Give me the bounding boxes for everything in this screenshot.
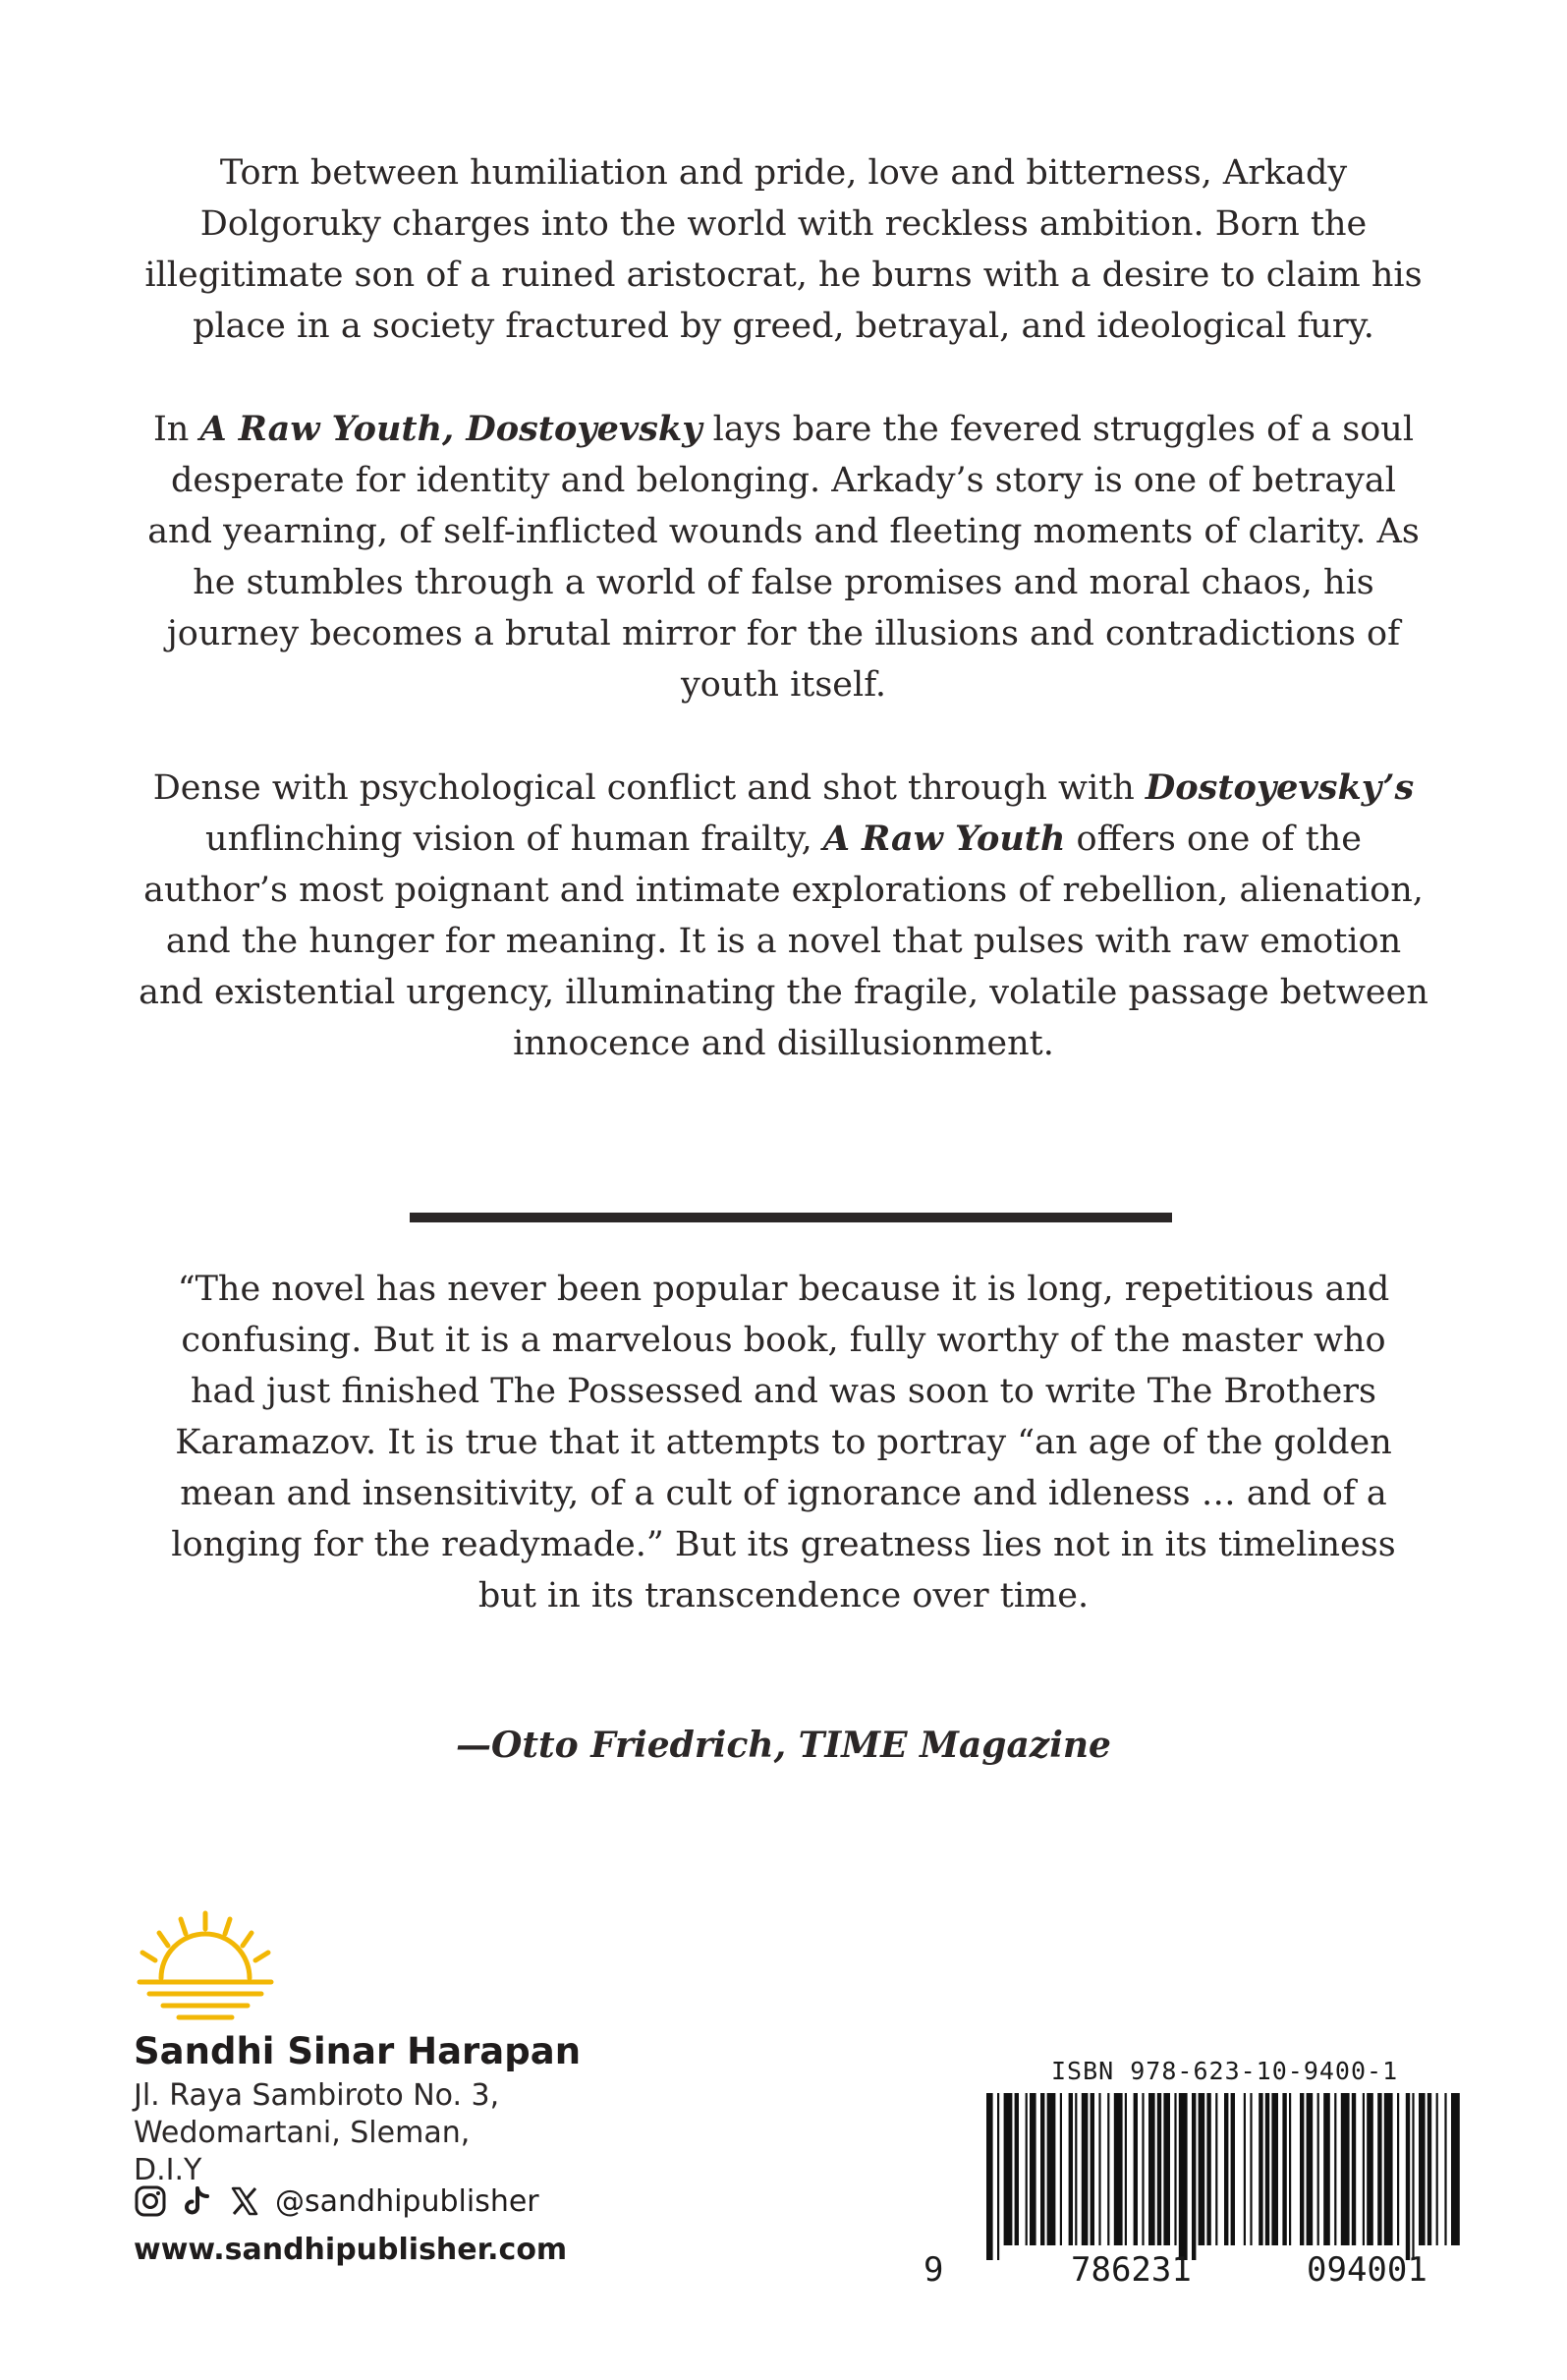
barcode-bar xyxy=(1397,2093,1399,2245)
blurb-p2-pre: In xyxy=(152,410,200,449)
barcode-bar xyxy=(1244,2093,1246,2245)
blurb-p3-post: offers one of the author’s most poignant and intimate explorations of rebellion, alienation, and the hunger for meaning. It is a novel that pulses with raw emotion and existential urgency, illuminating the fragile, volatile passage between innocence and disillusionment. xyxy=(139,820,1428,1063)
barcode-bar xyxy=(1259,2093,1262,2245)
barcode-bar xyxy=(1451,2093,1460,2245)
barcode-bar xyxy=(1265,2093,1269,2245)
barcode-bar xyxy=(1367,2093,1373,2245)
barcode-bar xyxy=(1412,2093,1414,2260)
address-line: D.I.Y xyxy=(134,2153,202,2187)
barcode-bar xyxy=(1142,2093,1144,2245)
blurb-p3-author: Dostoyevsky’s xyxy=(1145,767,1415,808)
publisher-website-link[interactable]: www.sandhipublisher.com xyxy=(134,2233,568,2267)
social-links xyxy=(134,2182,539,2221)
instagram-icon[interactable] xyxy=(134,2184,167,2218)
barcode-bar xyxy=(1282,2093,1286,2245)
barcode-bar xyxy=(1231,2093,1235,2245)
barcode-bar xyxy=(1444,2093,1446,2245)
barcode-bar xyxy=(1341,2093,1350,2245)
barcode-bar xyxy=(1334,2093,1336,2245)
barcode-bar xyxy=(1047,2093,1056,2245)
barcode-bar xyxy=(1015,2093,1019,2245)
barcode-bar xyxy=(1114,2093,1123,2245)
publisher-name: Sandhi Sinar Harapan xyxy=(134,2030,582,2072)
address-line: Wedomartani, Sleman, xyxy=(134,2116,471,2150)
blurb-paragraph-3 xyxy=(138,763,1429,1069)
review-quote: “The novel has never been popular because it is long, repetitious and confusing. But it is a marvelous book, fully worthy of the master who had just finished The Possessed and was soon to write The Brothers Karamazov. It is true that it attempts to portray “an age of the golden mean and insensitivity, of a cult of ignorance and idleness … and of a longing for the readymade.” But its greatness lies not in its timeliness but in its transcendence over time. xyxy=(171,1270,1396,1615)
barcode-digit-prefix: 9 xyxy=(923,2250,944,2290)
barcode-bar xyxy=(1317,2093,1319,2245)
barcode-bar xyxy=(1300,2093,1304,2245)
barcode-bar xyxy=(1004,2093,1013,2245)
barcode-digits-right: 094001 xyxy=(1307,2250,1427,2290)
barcode-bar xyxy=(1075,2093,1077,2245)
x-icon[interactable] xyxy=(228,2184,261,2218)
barcode-bar xyxy=(1163,2093,1170,2245)
barcode-bar xyxy=(1107,2093,1109,2245)
publisher-address xyxy=(134,2077,605,2189)
barcode-bar xyxy=(1174,2093,1176,2245)
tiktok-icon[interactable] xyxy=(181,2184,214,2218)
barcode-bar xyxy=(1271,2093,1278,2245)
blurb-p3-pre: Dense with psychological conflict and shot through with xyxy=(152,768,1146,808)
barcode-bar xyxy=(1199,2093,1205,2245)
barcode-bar xyxy=(1289,2093,1291,2245)
barcode-bar xyxy=(1323,2093,1330,2245)
barcode-bar xyxy=(1419,2093,1426,2245)
sunrise-logo-icon xyxy=(134,1909,277,2027)
blurb-paragraph-2 xyxy=(138,404,1429,710)
barcode-bar xyxy=(1406,2093,1410,2260)
barcode-bar xyxy=(1192,2093,1196,2260)
blurb-paragraph-1: Torn between humiliation and pride, love and bitterness, Arkady Dolgoruky charges into the world with reckless ambition. Born the illegitimate son of a ruined aristocrat, he burns with a desire to claim his place in a society fractured by greed, betrayal, and ideological fury. xyxy=(144,153,1423,346)
barcode-bar xyxy=(1157,2093,1161,2245)
isbn-label: ISBN 978-623-10-9400-1 xyxy=(1051,2057,1399,2085)
back-cover-blurb xyxy=(138,147,1429,1121)
barcode-bar xyxy=(1125,2093,1127,2245)
barcode-bar xyxy=(1148,2093,1155,2245)
quote-attribution: —Otto Friedrich, TIME Magazine xyxy=(456,1725,1111,1766)
barcode-bar xyxy=(1206,2093,1210,2245)
barcode-bar xyxy=(1082,2093,1089,2245)
barcode-bar xyxy=(1134,2093,1138,2245)
barcode-bar xyxy=(1030,2093,1036,2245)
barcode-bar xyxy=(1307,2093,1314,2245)
barcode-bar xyxy=(1352,2093,1356,2245)
barcode-bar xyxy=(997,2093,999,2260)
barcode-digits-left: 786231 xyxy=(1071,2250,1192,2290)
blurb-p3-title: A Raw Youth xyxy=(822,819,1066,859)
barcode-bar xyxy=(1060,2093,1062,2245)
barcode-bar xyxy=(1215,2093,1217,2245)
barcode-bar xyxy=(1427,2093,1431,2245)
barcode-bar xyxy=(1436,2093,1438,2245)
barcode-bar xyxy=(1091,2093,1094,2245)
barcode-bar xyxy=(1179,2093,1188,2260)
blurb-p2-title: A Raw Youth, Dostoyevsky xyxy=(199,409,702,449)
barcode-bar xyxy=(1040,2093,1044,2245)
barcode-bar xyxy=(1224,2093,1228,2245)
address-line: Jl. Raya Sambiroto No. 3, xyxy=(134,2078,500,2113)
social-handle[interactable]: @sandhipublisher xyxy=(275,2183,539,2219)
barcode-digits xyxy=(914,2250,1464,2299)
barcode-bar xyxy=(1384,2093,1393,2245)
blurb-p3-mid: unflinching vision of human frailty, xyxy=(205,820,823,859)
blurb-p2-post: lays bare the fevered struggles of a soul desperate for identity and belonging. Arkady’s story is one of betrayal and yearning, of self-inflicted wounds and fleeting moments of clarity. As he stumbles through a world of false promises and moral chaos, his journey becomes a brutal mirror for the illusions and contradictions of youth itself. xyxy=(147,410,1420,705)
barcode-bar xyxy=(1026,2093,1028,2245)
barcode-bar xyxy=(1377,2093,1381,2245)
section-divider xyxy=(410,1213,1172,1222)
isbn-barcode xyxy=(982,2093,1464,2260)
barcode-bar xyxy=(1363,2093,1365,2245)
barcode-bar xyxy=(1069,2093,1073,2245)
barcode-bar xyxy=(1250,2093,1252,2245)
barcode-bar xyxy=(1098,2093,1100,2245)
barcode-bar xyxy=(986,2093,993,2260)
